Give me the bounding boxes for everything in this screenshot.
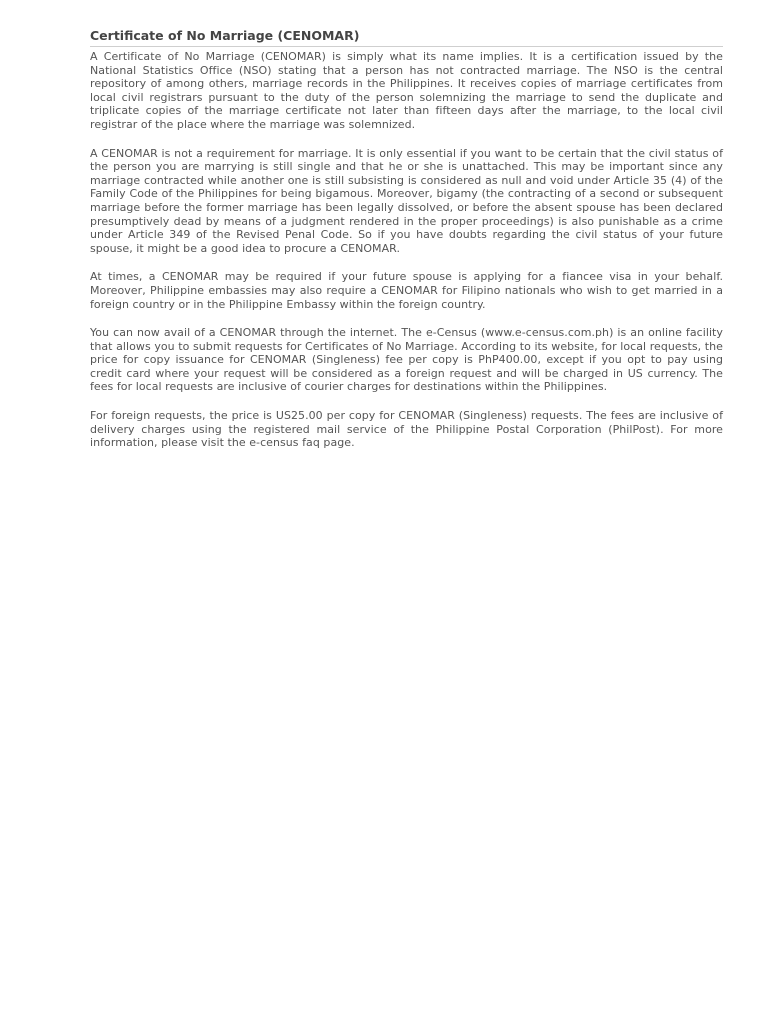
document-page [90, 28, 723, 465]
document-title: Certificate of No Marriage (CENOMAR) [90, 28, 360, 43]
paragraph-e-census-local: You can now avail of a CENOMAR through the internet. The e-Census (www.e-census.com.ph) is an online facility that allows you to submit requests for Certificates of No Marriage. According to its website, for local requests, the price for copy issuance for CENOMAR (Singleness) fee per copy is PhP400.00, except if you opt to pay using credit card where your request will be considered as a foreign request and will be charged in US currency. The fees for local requests are inclusive of courier charges for destinations within the Philippines. [90, 326, 723, 394]
paragraph-definition: A Certificate of No Marriage (CENOMAR) is simply what its name implies. It is a certification issued by the National Statistics Office (NSO) stating that a person has not contracted marriage. The NSO is the central repository of among others, marriage records in the Philippines. It receives copies of marriage certificates from local civil registrars pursuant to the duty of the person solemnizing the marriage to send the duplicate and triplicate copies of the marriage certificate not later than fifteen days after the marriage, to the local civil registrar of the place where the marriage was solemnized. [90, 50, 723, 131]
paragraph-fiancee-visa: At times, a CENOMAR may be required if your future spouse is applying for a fiancee visa in your behalf. Moreover, Philippine embassies may also require a CENOMAR for Filipino nationals who wish to get married in a foreign country or in the Philippine Embassy within the foreign country. [90, 270, 723, 311]
paragraph-foreign-requests: For foreign requests, the price is US25.00 per copy for CENOMAR (Singleness) requests. The fees are inclusive of delivery charges using the registered mail service of the Philippine Postal Corporation (PhilPost). For more information, please visit the e-census faq page. [90, 409, 723, 450]
paragraph-requirement: A CENOMAR is not a requirement for marriage. It is only essential if you want to be certain that the civil status of the person you are marrying is still single and that he or she is unattached. This may be important since any marriage contracted while another one is still subsisting is considered as null and void under Article 35 (4) of the Family Code of the Philippines for being bigamous. Moreover, bigamy (the contracting of a second or subsequent marriage before the former marriage has been legally dissolved, or before the absent spouse has been declared presumptively dead by means of a judgment rendered in the proper proceedings) is also punishable as a crime under Article 349 of the Revised Penal Code. So if you have doubts regarding the civil status of your future spouse, it might be a good idea to procure a CENOMAR. [90, 146, 723, 255]
title-divider [90, 46, 723, 47]
